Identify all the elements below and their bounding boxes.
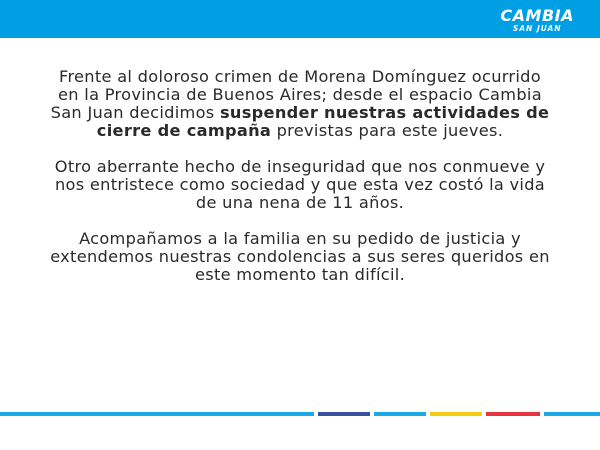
footer-stripe-navy <box>318 412 370 416</box>
footer-stripe-red <box>486 412 540 416</box>
footer-stripe-light-blue <box>0 412 314 416</box>
logo-main-text: CAMBIA <box>500 6 574 25</box>
paragraph-1 <box>50 68 550 140</box>
paragraph-2: Otro aberrante hecho de inseguridad que nos conmueve y nos entristece como sociedad y que esta vez costó la vida de una nena de 11 años. <box>54 157 546 212</box>
paragraph-1-intro: Frente al doloroso crimen de Morena Domínguez ocurrido en la Provincia de Buenos Aires; desde el espacio Cambia San Juan decidimos <box>50 67 542 122</box>
footer-stripe-blue <box>374 412 426 416</box>
footer-stripe-end <box>544 412 600 416</box>
paragraph-1-end: previstas para este jueves. <box>271 121 504 140</box>
paragraph-3: Acompañamos a la familia en su pedido de justicia y extendemos nuestras condolencias a sus seres queridos en este momento tan difícil. <box>50 229 550 284</box>
statement-text <box>50 68 550 302</box>
logo-sub-text: SAN JUAN <box>512 24 562 33</box>
footer-stripe-yellow <box>430 412 482 416</box>
paragraph-1-highlight: suspender nuestras actividades de cierre de campaña <box>96 103 550 140</box>
header-bar <box>0 0 600 38</box>
cambia-san-juan-logo <box>500 8 574 33</box>
